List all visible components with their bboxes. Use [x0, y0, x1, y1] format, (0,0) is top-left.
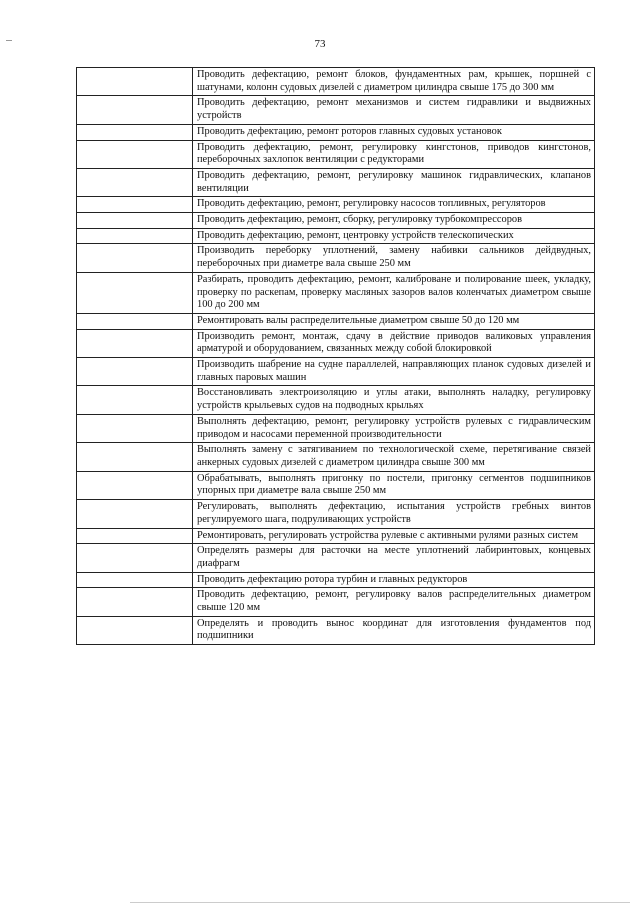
work-description-cell: Обрабатывать, выполнять пригонку по постели, пригонку сегментов подшипников упорных при диаметре вала свыше 250 мм [197, 472, 591, 497]
table-row [77, 386, 594, 414]
empty-cell [77, 213, 193, 228]
empty-cell [77, 197, 193, 212]
empty-cell [77, 229, 193, 244]
work-description-cell: Производить ремонт, монтаж, сдачу в действие приводов валиковых управления арматурой и оборудованием, связанных между собой блокировкой [197, 330, 591, 355]
empty-cell [77, 415, 193, 442]
table-row [77, 617, 594, 645]
table-row [77, 229, 594, 245]
empty-cell [77, 573, 193, 588]
work-description-cell: Проводить дефектацию, ремонт блоков, фундаментных рам, крышек, поршней с шатунами, колонн судовых дизелей с диаметром цилиндра свыше 175 до 300 мм [197, 69, 591, 93]
work-description-cell: Проводить дефектацию, ремонт, центровку устройств телескопических [197, 229, 514, 241]
table-row [77, 68, 594, 96]
empty-cell [77, 169, 193, 196]
table-row [77, 358, 594, 386]
work-description-cell: Проводить дефектацию, ремонт, регулировку насосов топливных, регуляторов [197, 198, 546, 210]
table-row [77, 443, 594, 471]
empty-cell [77, 472, 193, 499]
work-description-cell: Ремонтировать валы распределительные диаметром свыше 50 до 120 мм [197, 314, 520, 326]
work-description-cell: Ремонтировать, регулировать устройства рулевые с активными рулями разных систем [197, 529, 579, 541]
table-row [77, 141, 594, 169]
work-description-cell: Определять размеры для расточки на месте уплотнений лабиринтовых, концевых диафрагм [197, 545, 591, 569]
table-row [77, 169, 594, 197]
table-row [77, 544, 594, 572]
empty-cell [77, 386, 193, 413]
empty-cell [77, 68, 193, 95]
empty-cell [77, 443, 193, 470]
empty-cell [77, 141, 193, 168]
work-description-cell: Восстановливать электроизоляцию и углы атаки, выполнять наладку, регулировку устройств крыльевых судов на подводных крыльях [197, 387, 591, 412]
table-row [77, 415, 594, 443]
work-description-cell: Проводить дефектацию, ремонт, регулировку кингстонов, приводов кингстонов, переборочных захлопок вентиляции с редукторами [197, 141, 591, 166]
work-description-cell: Производить переборку уплотнений, замену набивки сальников дейдвудных, переборочных при диаметре вала свыше 250 мм [197, 245, 591, 270]
empty-cell [77, 500, 193, 527]
work-description-cell: Проводить дефектацию, ремонт, регулировку валов распределительных диаметром свыше 120 мм [197, 589, 591, 614]
work-description-cell: Регулировать, выполнять дефектацию, испытания устройств гребных винтов регулируемого шага, подруливающих устройств [197, 501, 591, 525]
table-row [77, 573, 594, 589]
empty-cell [77, 588, 193, 615]
table-row [77, 125, 594, 141]
work-description-cell: Определять и проводить вынос координат для изготовления фундаментов под подшипники [197, 617, 591, 642]
empty-cell [77, 125, 193, 140]
work-description-cell: Производить шабрение на судне параллелей, направляющих планок судовых дизелей и главных паровых машин [197, 359, 591, 383]
empty-cell [77, 330, 193, 357]
empty-cell [77, 244, 193, 271]
table-row [77, 96, 594, 124]
work-description-cell: Выполнять замену с затягиванием по технологической схеме, перетягивание связей анкерных судовых дизелей с диаметром цилиндра свыше 300 мм [197, 444, 591, 468]
empty-cell [77, 358, 193, 385]
table-row [77, 273, 594, 314]
table-row [77, 213, 594, 229]
empty-cell [77, 544, 193, 571]
table-row [77, 588, 594, 616]
work-description-cell: Проводить дефектацию, ремонт роторов главных судовых установок [197, 125, 502, 137]
work-description-cell: Проводить дефектацию, ремонт механизмов и систем гидравлики и выдвижных устройств [197, 97, 591, 122]
empty-cell [77, 273, 193, 313]
table-row [77, 529, 594, 545]
table-row [77, 330, 594, 358]
table-row [77, 244, 594, 272]
work-table [76, 67, 595, 645]
empty-cell [77, 529, 193, 544]
page-number: 73 [314, 38, 326, 50]
table-row [77, 500, 594, 528]
table-row [77, 314, 594, 330]
work-description-cell: Проводить дефектацию, ремонт, регулировку машинок гидравлических, клапанов вентиляции [197, 169, 591, 194]
empty-cell [77, 617, 193, 644]
scan-edge-line [130, 902, 630, 903]
work-description-cell: Разбирать, проводить дефектацию, ремонт, калиброване и полирование шеек, укладку, проверку по раскепам, проверку масляных зазоров валов коленчатых диаметром свыше 100 до 200 мм [197, 273, 591, 311]
empty-cell [77, 314, 193, 329]
work-description-cell: Проводить дефектацию ротора турбин и главных редукторов [197, 573, 468, 585]
empty-cell [77, 96, 193, 123]
table-row [77, 472, 594, 500]
work-description-cell: Проводить дефектацию, ремонт, сборку, регулировку турбокомпрессоров [197, 214, 523, 226]
work-description-cell: Выполнять дефектацию, ремонт, регулировку устройств рулевых с гидравлическим приводом и насосами переменной производительности [197, 415, 591, 440]
table-row [77, 197, 594, 213]
